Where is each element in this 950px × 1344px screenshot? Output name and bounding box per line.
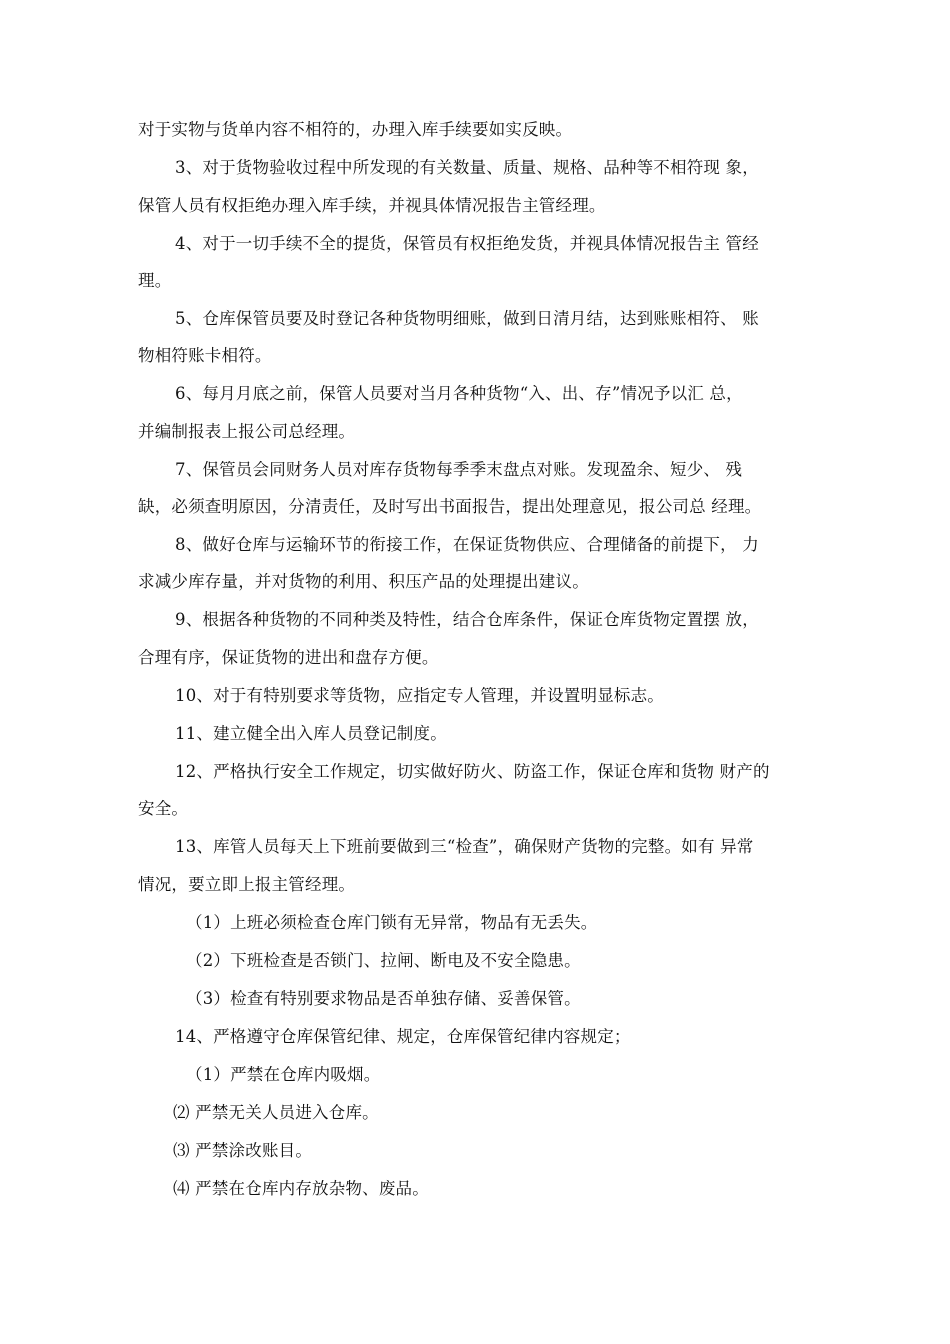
list-item: （1）上班必须检查仓库门锁有无异常，物品有无丢失。: [186, 913, 598, 932]
paragraph-line: 求减少库存量，并对货物的利用、积压产品的处理提出建议。: [138, 572, 589, 591]
paragraph-line: 情况，要立即上报主管经理。: [138, 875, 356, 894]
paragraph-line: 保管人员有权拒绝办理入库手续，并视具体情况报告主管经理。: [138, 196, 606, 215]
paragraph-line: 14、严格遵守仓库保管纪律、规定，仓库保管纪律内容规定；: [175, 1027, 631, 1046]
paragraph-line: 3、对于货物验收过程中所发现的有关数量、质量、规格、品种等不相符现 象，: [175, 158, 759, 177]
paragraph-line: 并编制报表上报公司总经理。: [138, 422, 356, 441]
list-item: （2）下班检查是否锁门、拉闸、断电及不安全隐患。: [186, 951, 581, 970]
paragraph-line: 9、根据各种货物的不同种类及特性，结合仓库条件，保证仓库货物定置摆 放，: [175, 610, 759, 629]
paragraph-line: 13、库管人员每天上下班前要做到三“检查”，确保财产货物的完整。如有 异常: [175, 837, 754, 856]
paragraph-line: 物相符账卡相符。: [138, 346, 272, 365]
paragraph-line: 4、对于一切手续不全的提货，保管员有权拒绝发货，并视具体情况报告主 管经: [175, 234, 759, 253]
list-item: （3）检查有特别要求物品是否单独存储、妥善保管。: [186, 989, 581, 1008]
paragraph-line: 对于实物与货单内容不相符的，办理入库手续要如实反映。: [138, 120, 573, 139]
list-item: ⑶ 严禁涂改账目。: [173, 1141, 313, 1160]
paragraph-line: 12、严格执行安全工作规定，切实做好防火、防盗工作，保证仓库和货物 财产的: [175, 762, 770, 781]
paragraph-line: 缺，必须查明原因，分清责任，及时写出书面报告，提出处理意见，报公司总 经理。: [138, 497, 762, 516]
paragraph-line: 11、建立健全出入库人员登记制度。: [175, 724, 447, 743]
list-item: ⑵ 严禁无关人员进入仓库。: [173, 1103, 379, 1122]
list-item: ⑷ 严禁在仓库内存放杂物、废品。: [173, 1179, 429, 1198]
paragraph-line: 理。: [138, 271, 172, 290]
list-item: （1）严禁在仓库内吸烟。: [186, 1065, 381, 1084]
paragraph-line: 6、每月月底之前，保管人员要对当月各种货物“入、出、存”情况予以汇 总，: [175, 384, 743, 403]
paragraph-line: 10、对于有特别要求等货物，应指定专人管理，并设置明显标志。: [175, 686, 664, 705]
paragraph-line: 8、做好仓库与运输环节的衔接工作，在保证货物供应、合理储备的前提下， 力: [175, 535, 759, 554]
paragraph-line: 5、仓库保管员要及时登记各种货物明细账，做到日清月结，达到账账相符、 账: [175, 309, 759, 328]
paragraph-line: 合理有序，保证货物的进出和盘存方便。: [138, 648, 439, 667]
paragraph-line: 安全。: [138, 799, 189, 818]
paragraph-line: 7、保管员会同财务人员对库存货物每季季末盘点对账。发现盈余、短少、 残: [175, 460, 743, 479]
